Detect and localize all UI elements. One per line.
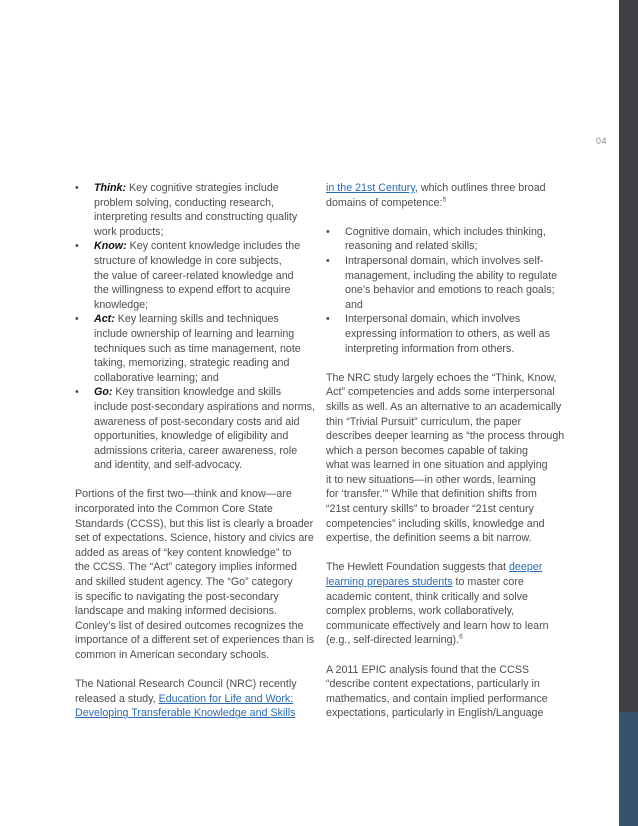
text-line: it to new situations—in other words, learning bbox=[326, 473, 536, 486]
bullet-continuation: work products; bbox=[94, 225, 164, 238]
bullet-continuation: and bbox=[345, 298, 363, 311]
bullet-text: Key learning skills and techniques bbox=[114, 313, 279, 326]
text-span: released a study, bbox=[75, 692, 159, 705]
bullet-item bbox=[326, 312, 570, 327]
bullet-icon: • bbox=[326, 254, 330, 267]
text-line: complex problems, work collaboratively, bbox=[326, 605, 515, 618]
text-line: Standards (CCSS), but this list is clearly a broader bbox=[75, 517, 314, 530]
text-line: which a person becomes capable of taking bbox=[326, 444, 528, 457]
bullet-text: Cognitive domain, which includes thinking, bbox=[345, 225, 546, 238]
text-line bbox=[326, 181, 570, 196]
bullet-text: Intrapersonal domain, which involves self- bbox=[345, 254, 544, 267]
paragraph-intro bbox=[326, 181, 570, 210]
nrc-study-link-cont[interactable]: Developing Transferable Knowledge and Skills bbox=[75, 707, 296, 720]
bullet-continuation: the willingness to expend effort to acquire bbox=[94, 284, 291, 297]
bullet-text: Key content knowledge includes the bbox=[126, 240, 301, 253]
text-line: set of expectations. Science, history and civics are bbox=[75, 532, 314, 545]
text-line: The National Research Council (NRC) recently bbox=[75, 678, 297, 691]
bullet-icon: • bbox=[326, 313, 330, 326]
text-line: “21st century skills” to broader “21st century bbox=[326, 503, 534, 516]
bullet-text: Interpersonal domain, which involves bbox=[345, 313, 521, 326]
bullet-continuation: interpreting information from others. bbox=[345, 342, 515, 355]
text-line: and skilled student agency. The “Go” category bbox=[75, 576, 293, 589]
text-line bbox=[75, 692, 315, 707]
text-span: , which outlines three broad bbox=[414, 182, 546, 194]
text-span: domains of competence: bbox=[326, 196, 443, 209]
bullet-text: Key transition knowledge and skills bbox=[112, 386, 282, 399]
text-line: what was learned in one situation and applying bbox=[326, 459, 548, 472]
text-line: Conley’s list of desired outcomes recognizes the bbox=[75, 619, 304, 632]
text-line: common in American secondary schools. bbox=[75, 649, 270, 661]
bullet-icon: • bbox=[75, 386, 79, 399]
bullet-item bbox=[75, 181, 315, 196]
bullet-item bbox=[326, 225, 570, 240]
bullet-continuation: expressing information to others, as well as bbox=[345, 327, 550, 340]
text-line: importance of a different set of experiences than is bbox=[75, 634, 315, 647]
sidebar-bar bbox=[619, 0, 638, 826]
text-line: is specific to navigating the post-secondary bbox=[75, 590, 279, 603]
bullet-continuation: structure of knowledge in core subjects, bbox=[94, 254, 282, 267]
bullet-text: Key cognitive strategies include bbox=[126, 182, 279, 194]
text-line: competencies” including skills, knowledge and bbox=[326, 517, 545, 530]
bullet-continuation: include post-secondary aspirations and norms, bbox=[94, 400, 315, 413]
left-column bbox=[75, 181, 315, 721]
text-line: mathematics, and contain implied performance bbox=[326, 692, 548, 705]
bullet-continuation: the value of career-related knowledge and bbox=[94, 269, 294, 282]
bullet-continuation: and identity, and self-advocacy. bbox=[94, 459, 243, 472]
bullet-continuation: admissions criteria, career awareness, role bbox=[94, 444, 298, 457]
text-span: The Hewlett Foundation suggests that bbox=[326, 561, 509, 574]
sidebar-accent bbox=[619, 712, 638, 826]
bullet-continuation: management, including the ability to regulate bbox=[345, 269, 558, 282]
text-span: to master core bbox=[452, 576, 524, 589]
paragraph-conley bbox=[75, 487, 315, 662]
text-line: A 2011 EPIC analysis found that the CCSS bbox=[326, 663, 529, 676]
text-line bbox=[326, 560, 570, 575]
text-line: for ‘transfer.’” While that definition shifts from bbox=[326, 488, 537, 501]
footnote-ref: 5 bbox=[442, 196, 447, 204]
hewlett-lines bbox=[326, 590, 570, 634]
bullet-icon: • bbox=[75, 182, 79, 194]
text-line: thin “Trivial Pursuit” curriculum, the paper bbox=[326, 415, 522, 428]
text-line: describes deeper learning as “the process through bbox=[326, 430, 565, 443]
text-line bbox=[326, 633, 570, 648]
bullet-continuation: taking, memorizing, strategic reading and bbox=[94, 357, 290, 370]
paragraph-nrc bbox=[75, 677, 315, 721]
page-number: 04 bbox=[596, 136, 608, 146]
nrc-study-link[interactable]: Education for Life and Work: bbox=[158, 692, 294, 705]
nrc-study-link-end[interactable]: in the 21st Century bbox=[326, 182, 415, 194]
text-line: expectations, particularly in English/Language bbox=[326, 707, 544, 720]
bullet-item bbox=[75, 312, 315, 327]
bullet-continuation: collaborative learning; and bbox=[94, 371, 219, 384]
paragraph-nrc-echo bbox=[326, 371, 570, 546]
text-line bbox=[75, 706, 315, 721]
bullet-list bbox=[75, 181, 315, 473]
bullet-term: Think: bbox=[94, 182, 127, 194]
bullet-term: Act: bbox=[94, 313, 115, 326]
text-line: “describe content expectations, particularly in bbox=[326, 678, 540, 691]
footnote-ref: 6 bbox=[459, 633, 463, 641]
bullet-icon: • bbox=[75, 240, 79, 253]
text-span: (e.g., self-directed learning). bbox=[326, 634, 460, 647]
text-line: landscape and making informed decisions. bbox=[75, 605, 277, 618]
bullet-continuation: interpreting results and constructing quality bbox=[94, 211, 298, 224]
bullet-continuation: techniques such as time management, note bbox=[94, 342, 301, 355]
bullet-item bbox=[75, 239, 315, 254]
bullet-continuation: knowledge; bbox=[94, 298, 149, 311]
bullet-item bbox=[75, 385, 315, 400]
bullet-continuation: one’s behavior and emotions to reach goals; bbox=[345, 284, 555, 297]
text-line: Act” competencies and adds some interpersonal bbox=[326, 386, 555, 399]
deeper-learning-link-cont[interactable]: learning prepares students bbox=[326, 576, 453, 589]
text-line: added as areas of “key content knowledge” to bbox=[75, 546, 292, 559]
text-line: communicate effectively and learn how to learn bbox=[326, 619, 549, 632]
bullet-term: Know: bbox=[94, 240, 127, 253]
text-line: incorporated into the Common Core State bbox=[75, 503, 273, 516]
bullet-term: Go: bbox=[94, 386, 113, 399]
text-line: the CCSS. The “Act” category implies informed bbox=[75, 561, 297, 574]
right-column bbox=[326, 181, 570, 721]
bullet-continuation: include ownership of learning and learning bbox=[94, 327, 295, 340]
bullet-continuation: problem solving, conducting research, bbox=[94, 196, 275, 209]
domain-list bbox=[326, 225, 570, 356]
bullet-item bbox=[326, 254, 570, 269]
bullet-icon: • bbox=[75, 313, 79, 326]
text-line: Portions of the first two—think and know—are bbox=[75, 488, 292, 501]
deeper-learning-link[interactable]: deeper bbox=[508, 561, 543, 574]
text-line: academic content, think critically and solve bbox=[326, 590, 528, 603]
text-line: skills as well. As an alternative to an academically bbox=[326, 400, 562, 413]
paragraph-epic bbox=[326, 663, 570, 721]
bullet-continuation: awareness of post-secondary costs and aid bbox=[94, 415, 300, 428]
bullet-icon: • bbox=[326, 225, 330, 238]
text-line bbox=[326, 196, 570, 211]
bullet-continuation: opportunities, knowledge of eligibility and bbox=[94, 430, 289, 443]
paragraph-hewlett bbox=[326, 560, 570, 648]
bullet-continuation: reasoning and related skills; bbox=[345, 240, 478, 253]
text-line bbox=[326, 575, 570, 590]
text-line: expertise, the definition seems a bit narrow. bbox=[326, 532, 532, 545]
text-line: The NRC study largely echoes the “Think, Know, bbox=[326, 371, 557, 384]
